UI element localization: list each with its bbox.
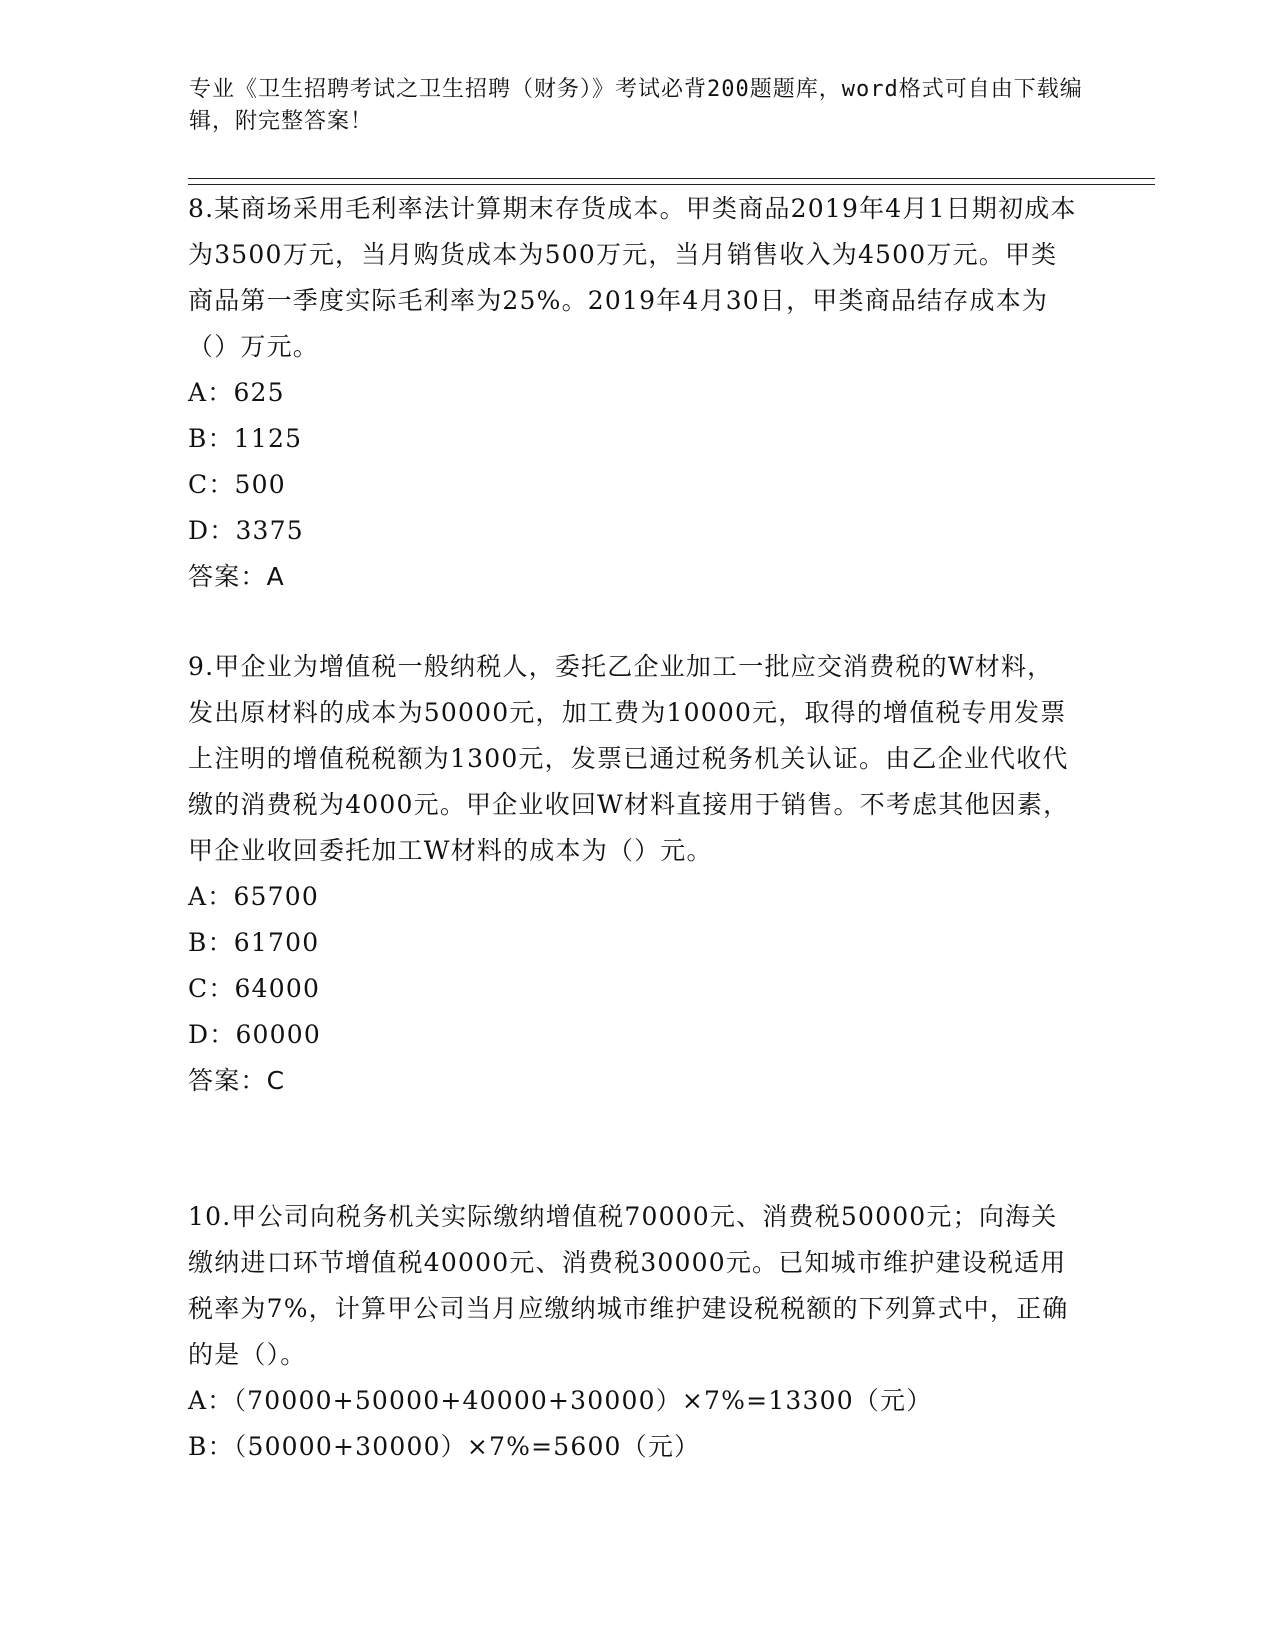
option-d: D：60000 [188, 1020, 321, 1049]
option-b: B：1125 [188, 424, 303, 453]
option-b: B：（50000+30000）×7%=5600（元） [188, 1432, 701, 1461]
option-a: A：（70000+50000+40000+30000）×7%=13300（元） [188, 1386, 933, 1415]
option-d: D：3375 [188, 516, 304, 545]
header-divider-top [188, 178, 1155, 179]
option-b: B：61700 [188, 928, 320, 957]
question-text: 10.甲公司向税务机关实际缴纳增值税70000元、消费税50000元；向海关缴纳进口环节增值税40000元、消费税30000元。已知城市维护建设税适用税率为7%，计算甲公司当月应缴纳城市维护建设税税额的下列算式中，正确的是（）。 [188, 1202, 1069, 1369]
header-divider-bottom [188, 184, 1155, 185]
question-block-8 [188, 186, 1078, 600]
option-a: A：65700 [188, 882, 319, 911]
option-a: A：625 [188, 378, 285, 407]
question-text: 9.甲企业为增值税一般纳税人，委托乙企业加工一批应交消费税的W材料，发出原材料的成本为50000元，加工费为10000元，取得的增值税专用发票上注明的增值税税额为1300元，发票已通过税务机关认证。由乙企业代收代缴的消费税为4000元。甲企业收回W材料直接用于销售。不考虑其他因素，甲企业收回委托加工W材料的成本为（）元。 [188, 652, 1070, 865]
question-block-10 [188, 1194, 1078, 1470]
answer-line: 答案：C [188, 1066, 286, 1095]
answer-line: 答案：A [188, 562, 285, 591]
question-block-9 [188, 644, 1078, 1104]
option-c: C：500 [188, 470, 286, 499]
option-c: C：64000 [188, 974, 321, 1003]
question-text: 8.某商场采用毛利率法计算期末存货成本。甲类商品2019年4月1日期初成本为3500万元，当月购货成本为500万元，当月销售收入为4500万元。甲类商品第一季度实际毛利率为25%。2019年4月30日，甲类商品结存成本为（）万元。 [188, 194, 1077, 361]
document-header: 专业《卫生招聘考试之卫生招聘（财务）》考试必背200题题库，word格式可自由下载编辑，附完整答案！ [189, 77, 1083, 134]
